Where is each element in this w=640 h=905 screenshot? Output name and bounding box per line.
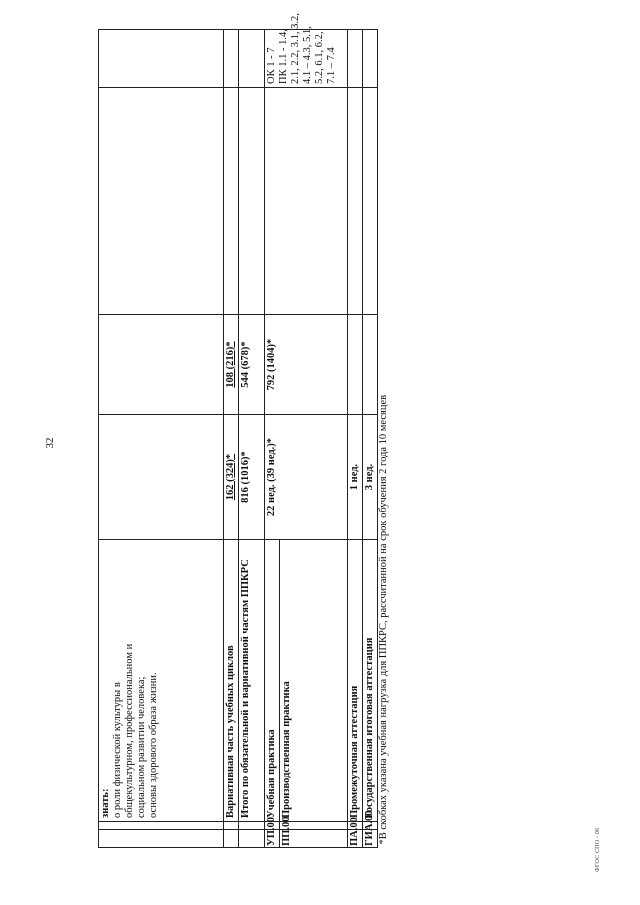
up-label: Учебная практика (265, 540, 280, 822)
know-line: о роли физической культуры в (112, 682, 123, 818)
gia-weeks: 3 нед. (363, 415, 378, 540)
page-number: 32 (44, 437, 56, 449)
competency-line: ПК 1.1 - 1.4, (278, 29, 289, 84)
curriculum-table (98, 13, 390, 848)
total-max-load: 816 (1016)* (239, 415, 265, 540)
up-row (265, 30, 280, 848)
competency-line: 2.1, 2.2, 3.1, 3.2, (290, 13, 301, 84)
gia-label: Государственная итоговая аттестация (363, 540, 378, 822)
know-row (99, 30, 224, 848)
practice-hours: 792 (1404)* (265, 315, 348, 415)
pp-label: Производственная практика (280, 540, 348, 822)
variative-max-load: 162 (324)* (224, 415, 239, 540)
footnote: *В скобках указана учебная нагрузка для ППКРС, рассчитанной на срок обучения 2 года 10 месяцев (378, 30, 391, 848)
total-label: Итого по обязательной и вариативной частям ППКРС (239, 540, 265, 822)
curriculum-table-rotated (98, 13, 389, 848)
gia-code: ГИА.00 (363, 830, 378, 848)
pa-weeks: 1 нед. (348, 415, 363, 540)
up-code: УП.00 (265, 830, 280, 848)
competency-line: 7.1 – 7.4 (326, 47, 337, 84)
know-line: основы здорового образа жизни. (148, 672, 159, 818)
know-line: социальном развитии человека; (136, 676, 147, 818)
know-block (99, 540, 224, 822)
pp-code: ПП.00 (280, 830, 348, 848)
competency-line: 4.1 – 4.3, 5.1, (302, 26, 313, 84)
footnote-row (378, 30, 391, 848)
know-heading: знать: (100, 788, 111, 818)
pa-label: Промежуточная аттестация (348, 540, 363, 822)
total-mandatory: 544 (678)* (239, 315, 265, 415)
gia-row (363, 30, 378, 848)
competencies-list (266, 13, 338, 84)
variative-row (224, 30, 239, 848)
competencies-cell (265, 13, 348, 88)
variative-mandatory: 108 (216)* (224, 315, 239, 415)
practice-weeks: 22 нед. (39 нед.)* (265, 415, 348, 540)
footer-code: ФГОС СПО - 06 (595, 827, 601, 872)
pa-row (348, 30, 363, 848)
variative-label: Вариативная часть учебных циклов (224, 540, 239, 822)
know-line: общекультурном, профессиональном и (124, 643, 135, 818)
pa-code: ПА.00 (348, 830, 363, 848)
competency-line: ОК 1 - 7 (266, 47, 277, 84)
competency-line: 5.2, 6.1, 6.2, (314, 31, 325, 84)
total-row (239, 30, 265, 848)
